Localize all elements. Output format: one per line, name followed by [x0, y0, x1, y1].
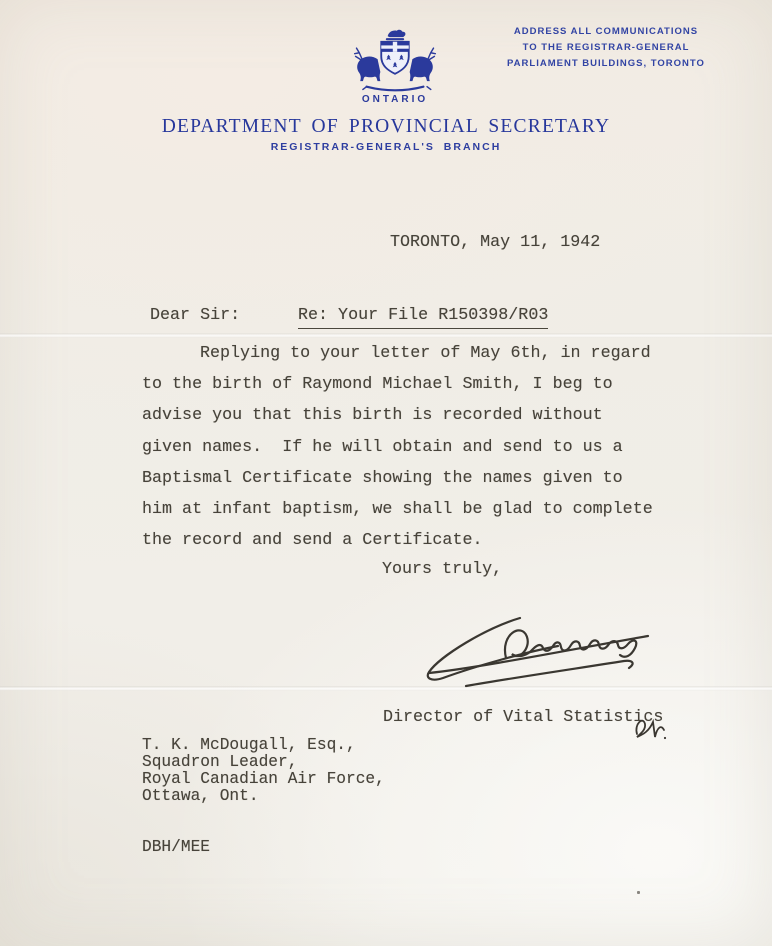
fold-crease-top: [0, 333, 772, 338]
recipient-line-3: Royal Canadian Air Force,: [142, 770, 385, 788]
letterhead-address-line-1: ADDRESS ALL COMMUNICATIONS: [513, 26, 699, 37]
department-title: DEPARTMENT OF PROVINCIAL SECRETARY: [161, 116, 611, 137]
crest-caption: ONTARIO: [361, 94, 429, 105]
recipient-line-4: Ottawa, Ont.: [142, 787, 259, 805]
body-line-6: him at infant baptism, we shall be glad to complete: [142, 499, 653, 519]
branch-subtitle: REGISTRAR-GENERAL'S BRANCH: [270, 141, 502, 153]
body-line-3: advise you that this birth is recorded without: [142, 406, 603, 426]
body-line-7: the record and send a Certificate.: [142, 531, 483, 551]
dateline: TORONTO, May 11, 1942: [390, 233, 601, 252]
body-line-1: Replying to your letter of May 6th, in regard: [200, 344, 651, 363]
letterhead-address-line-2: TO THE REGISTRAR-GENERAL: [522, 42, 690, 53]
paper-speck: [637, 891, 640, 894]
letter-body: [142, 344, 653, 562]
ontario-coat-of-arms-icon: [343, 28, 447, 94]
reference-initials: DBH/MEE: [142, 838, 210, 856]
body-line-4: given names. If he will obtain and send to us a: [142, 437, 623, 457]
body-line-2: to the birth of Raymond Michael Smith, I beg to: [142, 375, 613, 395]
subject-line: Re: Your File R150398/R03: [298, 306, 548, 329]
letterhead-address-line-3: PARLIAMENT BUILDINGS, TORONTO: [507, 58, 705, 69]
closing: Yours truly,: [382, 560, 503, 579]
handwritten-initial: [631, 713, 669, 743]
recipient-line-2: Squadron Leader,: [142, 753, 298, 771]
salutation: Dear Sir:: [150, 306, 241, 325]
signer-title: Director of Vital Statistics: [383, 708, 664, 727]
recipient-address-block: [142, 737, 385, 805]
body-line-5: Baptismal Certificate showing the names given to: [142, 468, 623, 488]
letterhead-address-block: [488, 24, 724, 72]
signature-scrawl: [408, 600, 666, 696]
recipient-line-1: T. K. McDougall, Esq.,: [142, 736, 356, 754]
